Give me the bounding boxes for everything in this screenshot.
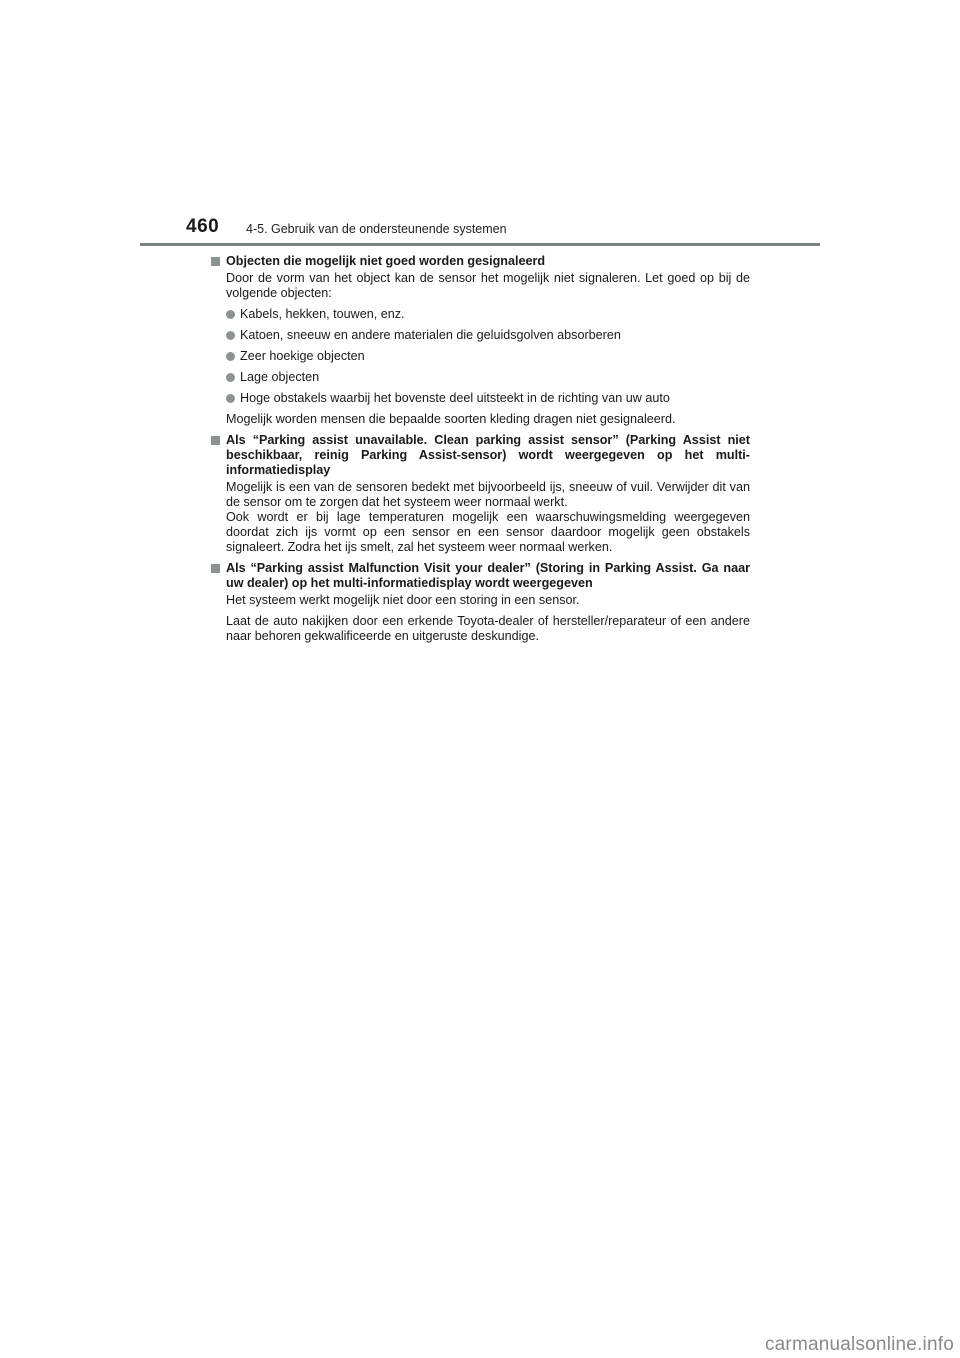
paragraph: Door de vorm van het object kan de sensor het mogelijk niet signaleren. Let goed op bij de volgende objecten: <box>226 271 750 300</box>
list-item-text: Hoge obstakels waarbij het bovenste deel uitsteekt in de richting van uw auto <box>240 391 670 405</box>
square-bullet-icon <box>211 436 220 445</box>
paragraph: Laat de auto nakijken door een erkende Toyota-dealer of hersteller/reparateur of een andere naar behoren gekwalificeerde en uitgeruste deskundige. <box>226 614 750 643</box>
page-number: 460 <box>186 216 220 237</box>
circle-bullet-icon <box>226 394 235 403</box>
list-item-text: Kabels, hekken, touwen, enz. <box>240 307 405 321</box>
circle-bullet-icon <box>226 373 235 382</box>
section-heading-text: Als “Parking assist Malfunction Visit your dealer” (Storing in Parking Assist. Ga naar uw dealer) op het multi-informatiedisplay wordt weergegeven <box>226 561 750 590</box>
list-item-text: Katoen, sneeuw en andere materialen die geluidsgolven absorberen <box>240 328 621 342</box>
list-item <box>210 328 750 343</box>
section-heading <box>210 254 750 269</box>
section-title: 4-5. Gebruik van de ondersteunende systemen <box>246 222 507 236</box>
page-header <box>186 216 826 242</box>
paragraph: Het systeem werkt mogelijk niet door een storing in een sensor. <box>226 593 580 607</box>
square-bullet-icon <box>211 257 220 266</box>
watermark: carmanualsonline.info <box>764 1334 954 1355</box>
paragraph: Ook wordt er bij lage temperaturen mogelijk een waarschuwingsmelding weergegeven doordat zich ijs vormt op een sensor en een sensor daardoor mogelijk geen obstakels signaleert. Zodra het ijs smelt, zal het systeem weer normaal werken. <box>226 510 750 554</box>
list-item <box>210 391 750 406</box>
header-rule <box>140 243 820 246</box>
list-item-text: Zeer hoekige objecten <box>240 349 365 363</box>
circle-bullet-icon <box>226 331 235 340</box>
section-heading-text: Objecten die mogelijk niet goed worden gesignaleerd <box>226 254 546 268</box>
list-item <box>210 370 750 385</box>
list-item <box>210 349 750 364</box>
page-content <box>210 254 750 650</box>
paragraph: Mogelijk worden mensen die bepaalde soorten kleding dragen niet gesignaleerd. <box>226 412 676 426</box>
paragraph: Mogelijk is een van de sensoren bedekt met bijvoorbeeld ijs, sneeuw of vuil. Verwijder dit van de sensor om te zorgen dat het systeem weer normaal werkt. <box>226 480 750 509</box>
list-item <box>210 307 750 322</box>
circle-bullet-icon <box>226 310 235 319</box>
list-item-text: Lage objecten <box>240 370 320 384</box>
circle-bullet-icon <box>226 352 235 361</box>
section-heading-text: Als “Parking assist unavailable. Clean parking assist sensor” (Parking Assist niet beschikbaar, reinig Parking Assist-sensor) wordt weergegeven op het multi-informatiedisplay <box>226 433 750 477</box>
square-bullet-icon <box>211 564 220 573</box>
section-heading <box>210 433 750 478</box>
section-heading <box>210 561 750 591</box>
